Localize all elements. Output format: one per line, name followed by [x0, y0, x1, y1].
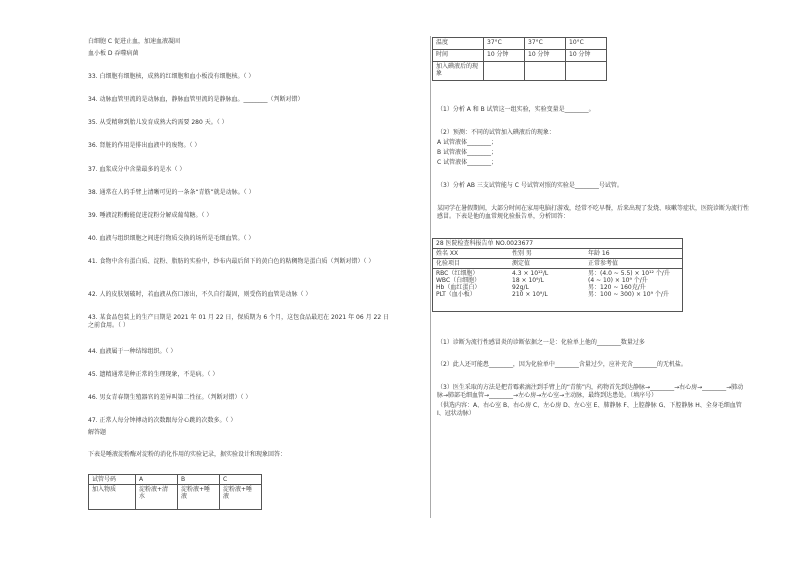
question-46: 46. 男女青春期生殖器官的差异叫第二性征。（判断对错）（ ） [88, 394, 252, 401]
column-divider [430, 36, 431, 518]
blood-report-table [432, 238, 683, 312]
table-row [89, 485, 262, 510]
table-cell: 淀粉液+唾液 [178, 485, 220, 510]
table-cell: 加入碘液后的现象 [433, 62, 484, 81]
experiment-intro: 下表是唾液淀粉酶对淀粉的消化作用的实验记录，据实验设计和现象回答： [88, 451, 287, 458]
table-row [433, 62, 607, 81]
question-43: 43. 某食品包装上的生产日期是 2021 年 01 月 22 日，保质期为 6 个月，这包食品最迟在 2021 年 06 月 22 日之前食用。（ ） [88, 314, 390, 329]
report-name: 姓名 XX [433, 249, 510, 259]
report-values: 4.3 × 10¹²/L 18 × 10⁹/L 92g/L 210 × 10⁹/L [509, 269, 585, 312]
experiment-table-part2 [432, 37, 607, 81]
answer-line-b: B 试管液体________； [437, 149, 498, 156]
answer-3: （3）医生采取的方法是把青霉素滴注到手臂上的“青筋”内，药物首先到达静脉→________→右心房→________→肺动脉→肺部毛细血管→________→左心房→左心室→主动脉，最终到达患处。（填序号） [437, 384, 744, 399]
question-36: 36. 肾脏的作用是排出血液中的废物。（ ） [88, 142, 201, 149]
table-cell: 10 分钟 [484, 50, 525, 62]
answer-line-a: A 试管液体________； [437, 139, 498, 146]
sub-question-3: （3）分析 AB 三支试管能与 C 号试管对照的实验是________号试管。 [437, 182, 623, 189]
sub-question-2: （2）预测：不同的试管加入碘液后的现象： [437, 129, 555, 136]
report-refs: 男：(4.0 ~ 5.5) × 10¹² 个/升 (4 ~ 10) × 10⁹ 个/升 男：120 ~ 160克/升 男：100 ~ 300) × 10⁹ 个/升 [585, 269, 683, 312]
question-41: 41. 食物中含有蛋白质、淀粉、脂肪的实验中，纱布内最后留下的黄白色的粘稠物是蛋白质（判断对错）（ ） [88, 258, 375, 265]
question-34: 34. 动脉血管里流的是动脉血，静脉血管里流的是静脉血。________（判断对错） [88, 96, 304, 103]
table-cell: 时间 [433, 50, 484, 62]
table-cell: 10 分钟 [525, 50, 566, 62]
option-c-line: 白细胞 C 促进止血，加速血液凝固 [88, 38, 181, 45]
experiment-table-part1 [88, 474, 262, 510]
answer-2: （2）此人还可能患________，因为化验单中________含量过少，应补充含________的无机盐。 [437, 361, 687, 368]
table-cell [525, 62, 566, 81]
question-40: 40. 血液与组织细胞之间进行物质交换的场所是毛细血管。（ ） [88, 235, 255, 242]
table-row [433, 38, 607, 50]
table-row [433, 259, 683, 269]
table-cell: 试管号码 [89, 475, 136, 485]
table-row [89, 475, 262, 485]
report-age: 年龄 16 [585, 249, 683, 259]
table-cell: 淀粉液+清水 [136, 485, 178, 510]
table-cell: 37°C [525, 38, 566, 50]
table-cell [566, 62, 607, 81]
report-items: RBC（红细胞） WBC（白细胞） Hb（血红蛋白） PLT（血小板） [433, 269, 510, 312]
table-cell: 37°C [484, 38, 525, 50]
answer-1: （1）诊断为流行性感冒炎的诊断依据之一是：化验单上他的________数量过多 [437, 339, 645, 346]
table-cell: B [178, 475, 220, 485]
table-row [433, 239, 683, 249]
sub-question-1: （1）分析 A 和 B 试管这一组实验，实验变量是________。 [437, 106, 595, 113]
table-row [433, 249, 683, 259]
report-header-item: 化验项目 [433, 259, 510, 269]
report-gender: 性别 男 [509, 249, 585, 259]
table-cell: 加入物质 [89, 485, 136, 510]
table-row [433, 50, 607, 62]
table-cell [484, 62, 525, 81]
table-cell: 淀粉液+唾液 [220, 485, 262, 510]
table-cell: 10°C [566, 38, 607, 50]
question-47: 47. 正常人每分钟搏动的次数跟每分心跳的次数多。（ ） [88, 417, 237, 424]
option-d-line: 血小板 D 吞噬病菌 [88, 50, 139, 57]
table-cell: 温度 [433, 38, 484, 50]
question-39: 39. 唾液淀粉酶能促进淀粉分解成葡萄糖。（ ） [88, 212, 213, 219]
question-35: 35. 从受精卵到胎儿发育成熟大约需要 280 天。（ ） [88, 119, 228, 126]
table-cell: C [220, 475, 262, 485]
question-44: 44. 血液属于一种结缔组织。（ ） [88, 348, 177, 355]
question-37: 37. 血浆成分中含量最多的是水（ ） [88, 166, 186, 173]
table-row [433, 269, 683, 312]
answer-line-c: C 试管液体________； [437, 159, 498, 166]
question-38: 38. 通常在人的手臂上清晰可见的一条条“青筋”就是动脉。（ ） [88, 189, 255, 196]
table-cell: 10 分钟 [566, 50, 607, 62]
question-33: 33. 白细胞有细胞核，成熟的红细胞和血小板没有细胞核。（ ） [88, 73, 255, 80]
case-paragraph: 某同学在暑假期间，大部分时间在家用电脑打游戏，经常不吃早餐，后来出现了发烧、咳嗽等症状，医院诊断为流行性感冒。下表是他的血常规化验报告单，分析回答： [437, 205, 750, 220]
question-42: 42. 人的皮肤划破时，若血液从伤口渗出，不久自行凝固，则受伤的血管是动脉（ ） [88, 291, 312, 298]
question-45: 45. 遗精通常是种正常的生理现象，不是病。（ ） [88, 371, 219, 378]
report-header-value: 测定值 [509, 259, 585, 269]
report-title: 28 医院检查科报告单 NO.0023677 [433, 239, 683, 249]
answer-3-options: （供选内容：A、右心室 B、右心房 C、左心房 D、左心室 E、肺静脉 F、上腔静脉 G、下腔静脉 H、全身毛细血管 I、冠状动脉） [437, 402, 742, 417]
report-header-ref: 正常参考值 [585, 259, 683, 269]
section-title: 解答题 [88, 429, 107, 436]
table-cell: A [136, 475, 178, 485]
